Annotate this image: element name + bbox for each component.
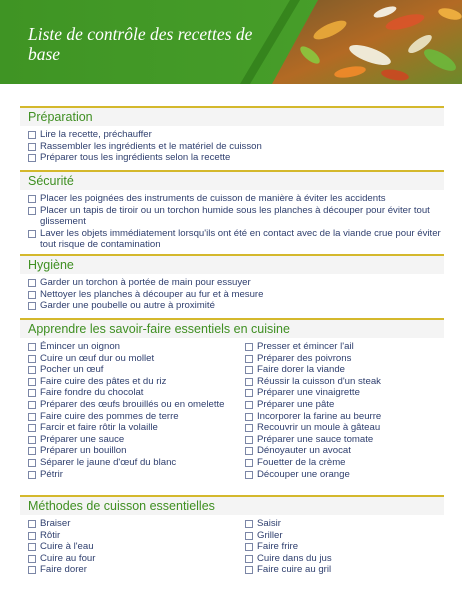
item-label: Fouetter de la crème (257, 456, 346, 468)
checklist (20, 193, 444, 251)
section-savoir-faire (20, 318, 444, 480)
checklist-item (28, 564, 237, 576)
checkbox[interactable] (245, 566, 253, 574)
header-banner (0, 0, 462, 84)
checkbox[interactable] (28, 447, 36, 455)
checkbox[interactable] (28, 389, 36, 397)
item-label: Dénoyauter un avocat (257, 445, 351, 457)
section-heading: Méthodes de cuisson essentielles (20, 495, 444, 515)
checkbox[interactable] (28, 401, 36, 409)
item-label: Saisir (257, 518, 281, 529)
checklist-item (245, 376, 437, 388)
checklist-columns (20, 341, 444, 480)
checklist-item (245, 553, 437, 565)
checklist-item (28, 341, 237, 353)
checklist-item (28, 541, 237, 553)
checklist-item (245, 564, 437, 576)
checkbox[interactable] (28, 471, 36, 479)
checklist-item (245, 387, 437, 399)
item-label: Émincer un oignon (40, 341, 120, 352)
checkbox[interactable] (28, 459, 36, 467)
checklist-item (245, 457, 437, 469)
item-label: Préparer une sauce tomate (257, 433, 374, 445)
checklist-item (245, 399, 437, 411)
item-label: Rôtir (40, 529, 61, 541)
checkbox[interactable] (245, 532, 253, 540)
checkbox[interactable] (245, 471, 253, 479)
checkbox[interactable] (28, 154, 36, 162)
checkbox[interactable] (28, 555, 36, 563)
checkbox[interactable] (245, 424, 253, 432)
item-label: Pocher un œuf (40, 364, 104, 376)
item-label: Faire cuire des pommes de terre (40, 410, 179, 422)
checkbox[interactable] (245, 555, 253, 563)
checkbox[interactable] (28, 543, 36, 551)
item-label: Recouvrir un moule à gâteau (257, 422, 381, 434)
section-heading: Préparation (20, 106, 444, 126)
checklist-item (28, 387, 237, 399)
checkbox[interactable] (245, 378, 253, 386)
item-label: Griller (257, 529, 283, 541)
checklist-item (245, 541, 437, 553)
item-label: Découper une orange (257, 468, 350, 480)
checklist-item (28, 376, 237, 388)
checklist-item (245, 445, 437, 457)
checkbox[interactable] (28, 195, 36, 203)
checklist-right (237, 518, 437, 576)
checkbox[interactable] (245, 447, 253, 455)
checklist-item (28, 411, 237, 423)
checkbox[interactable] (245, 389, 253, 397)
checkbox[interactable] (28, 424, 36, 432)
checklist-item (28, 445, 237, 457)
item-label: Réussir la cuisson d'un steak (257, 375, 381, 387)
item-label: Faire dorer la viande (257, 364, 345, 376)
item-label: Préparer tous les ingrédients selon la recette (40, 152, 231, 164)
checkbox[interactable] (245, 436, 253, 444)
checklist-item (28, 141, 444, 153)
checkbox[interactable] (28, 302, 36, 310)
checkbox[interactable] (28, 143, 36, 151)
checklist-item (28, 353, 237, 365)
item-label: Garder un torchon à portée de main pour essuyer (40, 277, 251, 288)
checklist-item (245, 434, 437, 446)
item-label: Préparer une pâte (257, 398, 335, 410)
item-label: Cuire dans du jus (257, 552, 332, 564)
checkbox[interactable] (28, 355, 36, 363)
checkbox[interactable] (28, 413, 36, 421)
checkbox[interactable] (28, 566, 36, 574)
checkbox[interactable] (245, 543, 253, 551)
checkbox[interactable] (28, 230, 36, 238)
checklist-item (28, 300, 444, 312)
checklist-item (245, 422, 437, 434)
checklist-item (28, 422, 237, 434)
checklist-item (28, 364, 237, 376)
item-label: Préparer une sauce (40, 433, 125, 445)
item-label: Préparer des poivrons (257, 352, 352, 364)
checkbox[interactable] (28, 532, 36, 540)
checkbox[interactable] (245, 401, 253, 409)
item-label: Préparer un bouillon (40, 445, 127, 457)
section-preparation (20, 106, 444, 164)
checklist-item (28, 277, 444, 289)
checkbox[interactable] (28, 279, 36, 287)
item-label: Faire dorer (40, 564, 87, 576)
checklist-item (245, 353, 437, 365)
item-label: Pétrir (40, 468, 63, 480)
item-label: Presser et émincer l'ail (257, 341, 354, 352)
section-hygiene (20, 254, 444, 312)
item-label: Faire cuire des pâtes et du riz (40, 375, 167, 387)
checklist (20, 129, 444, 164)
section-securite (20, 170, 444, 251)
checklist-item (245, 364, 437, 376)
checklist-item (28, 193, 444, 205)
checklist-item (28, 518, 237, 530)
item-label: Lire la recette, préchauffer (40, 129, 152, 140)
item-label: Séparer le jaune d'œuf du blanc (40, 456, 177, 468)
checklist-item (28, 553, 237, 565)
checklist-item (28, 434, 237, 446)
checklist-item (28, 289, 444, 301)
item-label: Farcir et faire rôtir la volaille (40, 422, 158, 434)
checklist (20, 277, 444, 312)
checklist-item (28, 205, 444, 228)
item-label: Braiser (40, 518, 71, 529)
item-label: Nettoyer les planches à découper au fur et à mesure (40, 288, 264, 300)
checkbox[interactable] (28, 520, 36, 528)
item-label: Faire frire (257, 541, 299, 553)
section-heading: Apprendre les savoir-faire essentiels en cuisine (20, 318, 444, 338)
checkbox[interactable] (245, 413, 253, 421)
checklist-item (245, 341, 437, 353)
checklist-left (20, 341, 237, 480)
item-label: Faire fondre du chocolat (40, 387, 144, 399)
checklist-item (28, 469, 237, 481)
checkbox[interactable] (28, 343, 36, 351)
checklist-left (20, 518, 237, 576)
checklist-right (237, 341, 437, 480)
checkbox[interactable] (245, 520, 253, 528)
checklist-item (28, 530, 237, 542)
item-label: Préparer une vinaigrette (257, 387, 360, 399)
item-label: Placer les poignées des instruments de cuisson de manière à éviter les accidents (40, 193, 386, 204)
checklist-item (28, 457, 237, 469)
checkbox[interactable] (28, 366, 36, 374)
item-label: Faire cuire au gril (257, 564, 332, 576)
page-title: Liste de contrôle des recettes de base (28, 24, 253, 64)
checkbox[interactable] (28, 207, 36, 215)
checklist-item (28, 228, 444, 251)
checklist-item (245, 530, 437, 542)
checklist-item (28, 399, 237, 411)
section-heading: Sécurité (20, 170, 444, 190)
item-label: Cuire un œuf dur ou mollet (40, 352, 155, 364)
item-label: Laver les objets immédiatement lorsqu'ils ont été en contact avec de la viande crue pour éviter tout risque de contamination (40, 227, 441, 251)
checkbox[interactable] (245, 366, 253, 374)
item-label: Placer un tapis de tiroir ou un torchon humide sous les planches à découper pour éviter tout glissement (40, 204, 430, 228)
item-label: Préparer des œufs brouillés ou en omelette (40, 398, 225, 410)
checkbox[interactable] (245, 343, 253, 351)
item-label: Rassembler les ingrédients et le matériel de cuisson (40, 140, 262, 152)
checkbox[interactable] (28, 131, 36, 139)
checkbox[interactable] (245, 459, 253, 467)
checklist-columns (20, 518, 444, 576)
checklist-item (245, 469, 437, 481)
section-heading: Hygiène (20, 254, 444, 274)
checkbox[interactable] (28, 378, 36, 386)
checkbox[interactable] (28, 291, 36, 299)
checklist-item (28, 152, 444, 164)
item-label: Cuire au four (40, 552, 96, 564)
checklist-item (28, 129, 444, 141)
checklist-item (245, 518, 437, 530)
checkbox[interactable] (28, 436, 36, 444)
checklist-item (245, 411, 437, 423)
checkbox[interactable] (245, 355, 253, 363)
item-label: Garder une poubelle ou autre à proximité (40, 300, 215, 312)
section-methodes (20, 495, 444, 576)
item-label: Cuire à l'eau (40, 541, 94, 553)
item-label: Incorporer la farine au beurre (257, 410, 382, 422)
